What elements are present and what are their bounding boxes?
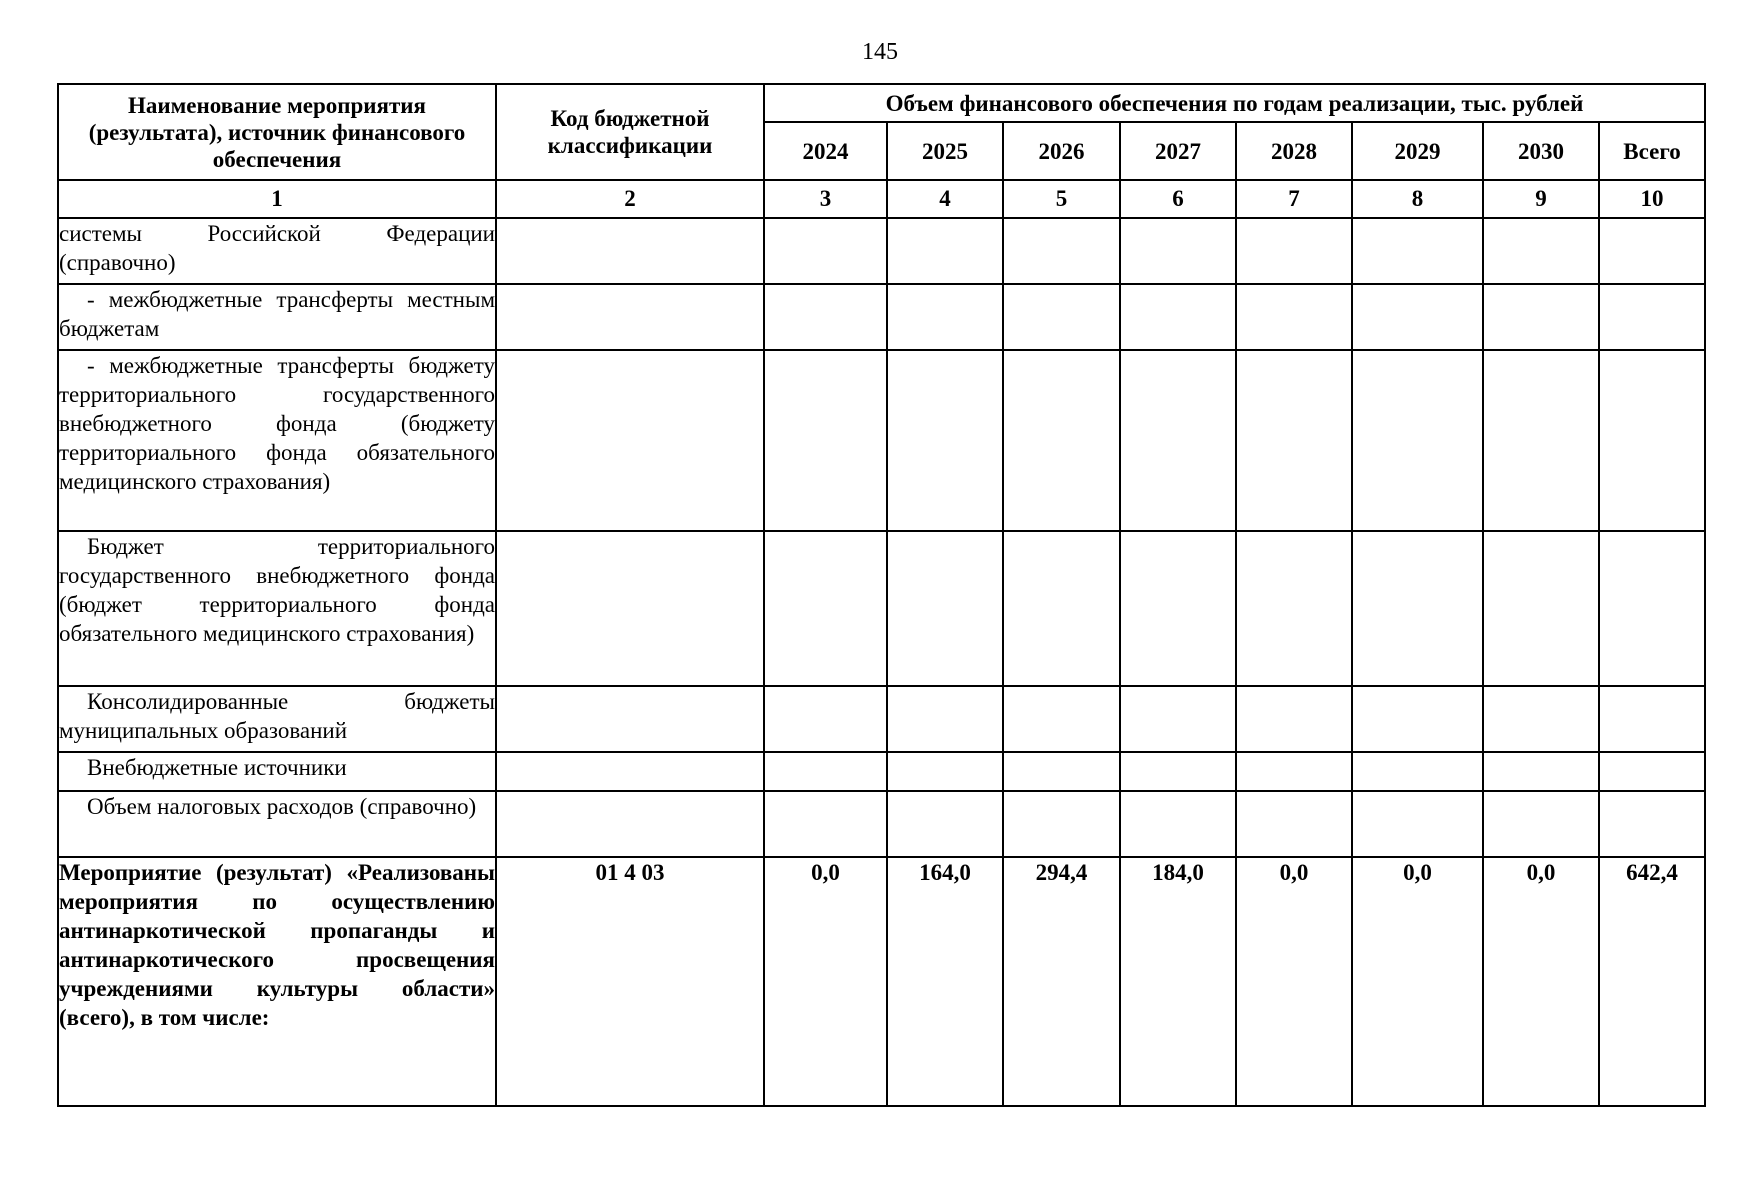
row-value: 0,0 — [1236, 857, 1352, 1106]
header-year: 2024 — [764, 122, 887, 180]
header-total: Всего — [1599, 122, 1705, 180]
row-code — [496, 686, 764, 752]
row-value — [1599, 752, 1705, 791]
row-code — [496, 531, 764, 686]
row-value — [1003, 284, 1120, 350]
row-value — [1003, 752, 1120, 791]
row-value — [764, 752, 887, 791]
row-value — [764, 531, 887, 686]
row-value — [1236, 531, 1352, 686]
row-value: 0,0 — [764, 857, 887, 1106]
column-number: 4 — [887, 180, 1003, 218]
row-value — [1003, 791, 1120, 857]
column-number: 7 — [1236, 180, 1352, 218]
header-year: 2029 — [1352, 122, 1483, 180]
row-value — [1120, 791, 1236, 857]
row-value — [1236, 752, 1352, 791]
row-value — [1599, 686, 1705, 752]
page-number: 145 — [862, 39, 898, 65]
row-code — [496, 752, 764, 791]
header-name: Наименование мероприятия (результата), источник финансового обеспечения — [58, 84, 496, 180]
header-year: 2030 — [1483, 122, 1599, 180]
column-numbers-row — [58, 180, 1705, 218]
row-value — [887, 218, 1003, 284]
table-row — [58, 791, 1705, 857]
column-number: 2 — [496, 180, 764, 218]
row-value: 0,0 — [1352, 857, 1483, 1106]
column-number: 6 — [1120, 180, 1236, 218]
row-code — [496, 284, 764, 350]
row-value — [1352, 350, 1483, 531]
row-value — [1483, 531, 1599, 686]
row-value — [764, 284, 887, 350]
row-name: Бюджет территориального государственного внебюджетного фонда (бюджет территориального фонда обязательного медицинского страхования) — [58, 531, 496, 686]
row-value — [1003, 350, 1120, 531]
row-value — [1599, 284, 1705, 350]
row-value — [1236, 218, 1352, 284]
row-value — [1120, 686, 1236, 752]
header-funding-group: Объем финансового обеспечения по годам реализации, тыс. рублей — [764, 84, 1705, 122]
row-value — [887, 284, 1003, 350]
header-year: 2028 — [1236, 122, 1352, 180]
row-value — [1236, 686, 1352, 752]
header-code: Код бюджетной классификации — [496, 84, 764, 180]
table-row — [58, 686, 1705, 752]
row-value — [1599, 791, 1705, 857]
row-value: 0,0 — [1483, 857, 1599, 1106]
row-code — [496, 218, 764, 284]
row-value — [887, 531, 1003, 686]
column-number: 8 — [1352, 180, 1483, 218]
row-value — [1483, 686, 1599, 752]
row-name: Объем налоговых расходов (справочно) — [58, 791, 496, 857]
row-value — [1483, 791, 1599, 857]
row-value — [887, 350, 1003, 531]
header-year: 2026 — [1003, 122, 1120, 180]
row-value — [1003, 686, 1120, 752]
row-name: - межбюджетные трансферты местным бюджетам — [58, 284, 496, 350]
row-value — [1236, 284, 1352, 350]
row-value — [1120, 218, 1236, 284]
row-value — [1352, 531, 1483, 686]
row-name: Внебюджетные источники — [58, 752, 496, 791]
table-row — [58, 752, 1705, 791]
table-row-total — [58, 857, 1705, 1106]
row-value — [887, 752, 1003, 791]
row-value — [764, 350, 887, 531]
row-value — [1352, 752, 1483, 791]
table-row — [58, 284, 1705, 350]
row-value — [1352, 218, 1483, 284]
row-value — [1236, 350, 1352, 531]
table-row — [58, 531, 1705, 686]
row-name: - межбюджетные трансферты бюджету территориального государственного внебюджетного фонда (бюджету территориального фонда обязательного медицинского страхования) — [58, 350, 496, 531]
column-number: 3 — [764, 180, 887, 218]
row-value — [1352, 791, 1483, 857]
column-number: 10 — [1599, 180, 1705, 218]
row-value — [1599, 350, 1705, 531]
row-value — [1236, 791, 1352, 857]
table-row — [58, 218, 1705, 284]
row-value — [1483, 350, 1599, 531]
row-value — [1599, 218, 1705, 284]
row-name: системы Российской Федерации (справочно) — [58, 218, 496, 284]
row-value — [1120, 531, 1236, 686]
column-number: 1 — [58, 180, 496, 218]
row-value — [887, 686, 1003, 752]
row-value — [1003, 218, 1120, 284]
row-value — [764, 218, 887, 284]
column-number: 9 — [1483, 180, 1599, 218]
row-code — [496, 791, 764, 857]
row-value — [1352, 284, 1483, 350]
row-value — [1120, 752, 1236, 791]
row-value: 164,0 — [887, 857, 1003, 1106]
row-name: Мероприятие (результат) «Реализованы мероприятия по осуществлению антинаркотической пропаганды и антинаркотического просвещения учреждениями культуры области» (всего), в том числе: — [58, 857, 496, 1106]
row-value — [764, 686, 887, 752]
row-value — [1120, 350, 1236, 531]
table-row — [58, 350, 1705, 531]
row-name: Консолидированные бюджеты муниципальных образований — [58, 686, 496, 752]
row-value — [887, 791, 1003, 857]
row-value — [1483, 752, 1599, 791]
funding-table — [57, 83, 1706, 1107]
row-value: 642,4 — [1599, 857, 1705, 1106]
row-value — [1003, 531, 1120, 686]
row-value — [1352, 686, 1483, 752]
row-value — [764, 791, 887, 857]
column-number: 5 — [1003, 180, 1120, 218]
row-value — [1483, 218, 1599, 284]
row-value: 294,4 — [1003, 857, 1120, 1106]
row-value — [1120, 284, 1236, 350]
header-year: 2027 — [1120, 122, 1236, 180]
row-code: 01 4 03 — [496, 857, 764, 1106]
row-code — [496, 350, 764, 531]
row-value — [1483, 284, 1599, 350]
header-year: 2025 — [887, 122, 1003, 180]
row-value — [1599, 531, 1705, 686]
row-value: 184,0 — [1120, 857, 1236, 1106]
